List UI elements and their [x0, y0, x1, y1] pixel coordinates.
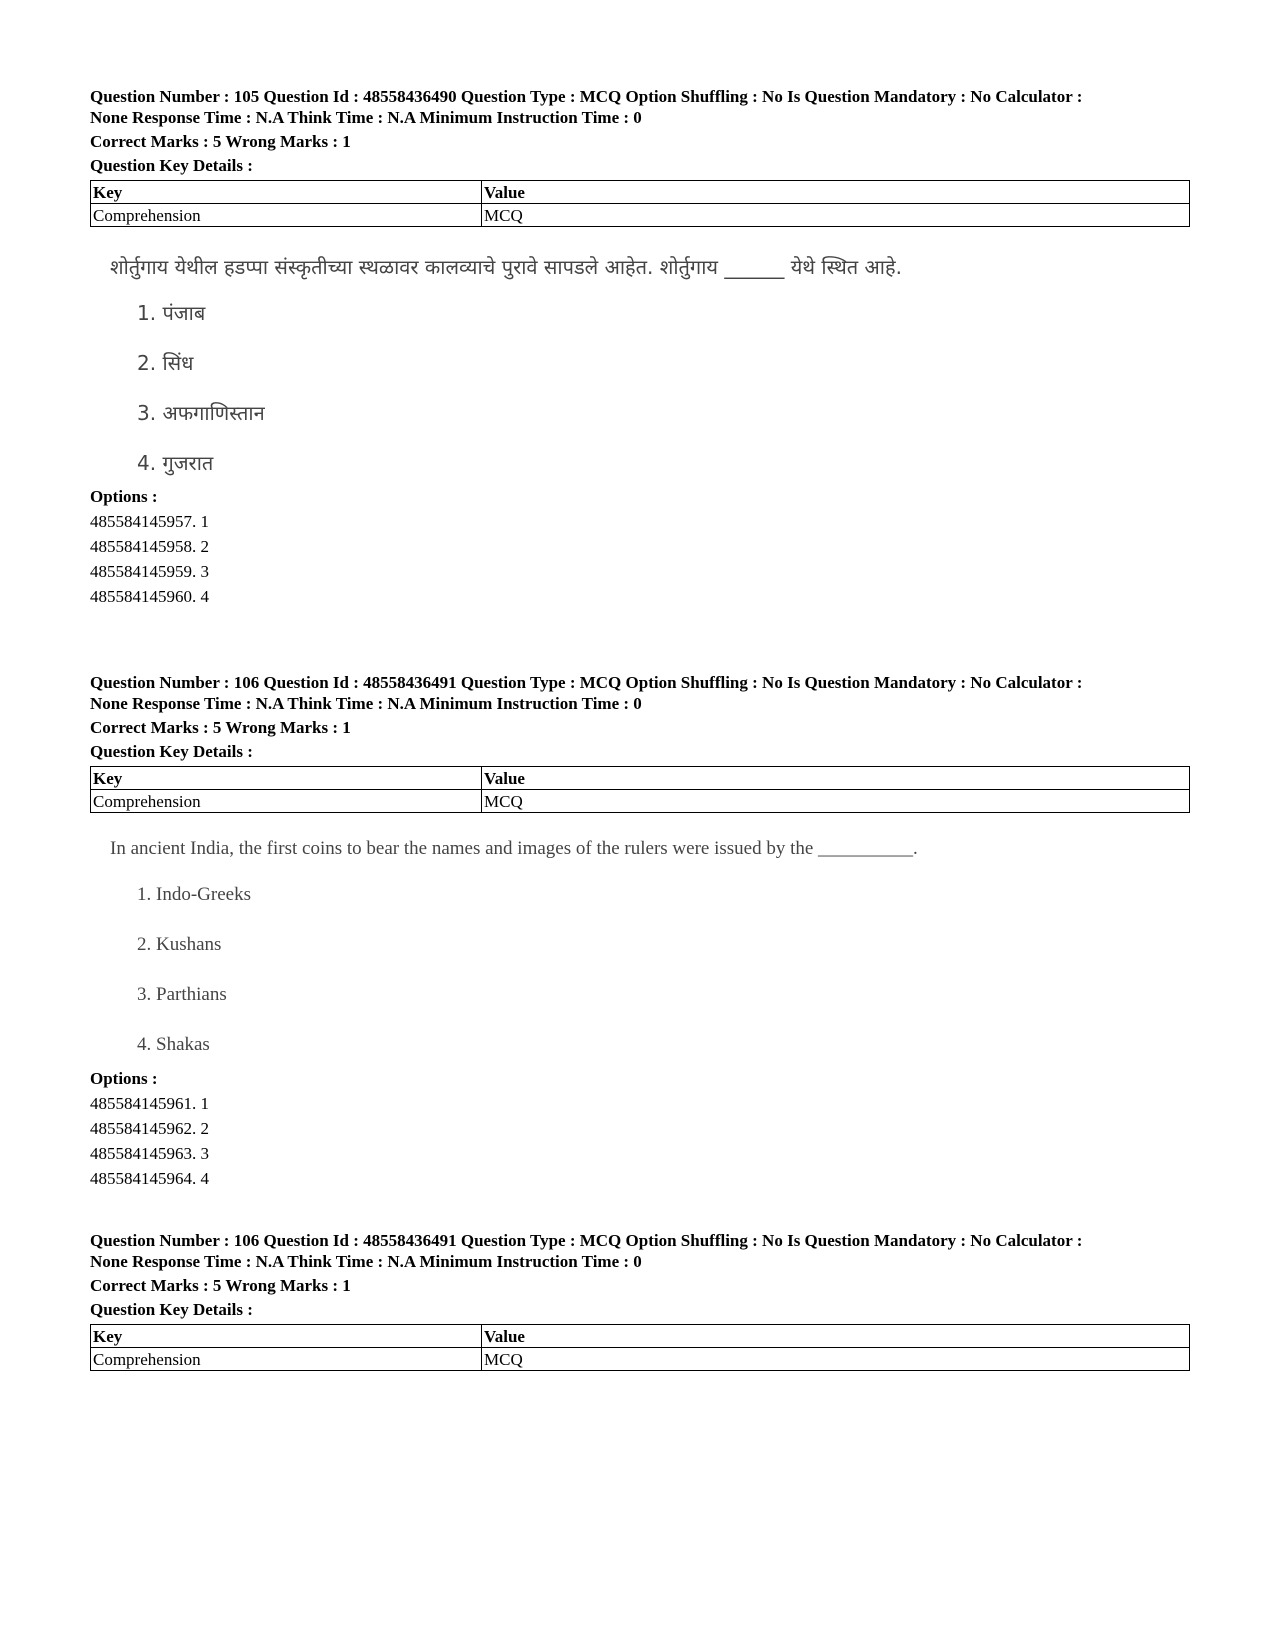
question-stem: In ancient India, the first coins to bear the names and images of the rulers were issued by the __________. [110, 838, 918, 859]
choice-4: 4. Shakas [137, 1034, 210, 1055]
question-block-105 [90, 86, 1190, 609]
question-key-details-label: Question Key Details : [90, 156, 253, 175]
key-table-row [91, 204, 1190, 227]
question-content [90, 255, 1190, 475]
options-label: Options : [90, 487, 158, 506]
choice-4: 4. गुजरात [137, 451, 214, 475]
option-id-4: 485584145964. 4 [90, 1169, 209, 1188]
key-cell: Comprehension [91, 204, 482, 227]
choice-1: 1. Indo-Greeks [137, 884, 251, 905]
choice-3: 3. अफगाणिस्तान [137, 401, 265, 425]
option-id-1: 485584145961. 1 [90, 1094, 209, 1113]
key-cell: Comprehension [91, 1348, 482, 1371]
option-id-1: 485584145957. 1 [90, 512, 209, 531]
option-id-3: 485584145963. 3 [90, 1144, 209, 1163]
question-key-table [90, 1324, 1190, 1371]
question-key-table [90, 180, 1190, 227]
value-header: Value [482, 767, 1190, 790]
value-header: Value [482, 181, 1190, 204]
value-header: Value [482, 1325, 1190, 1348]
question-meta-line2: None Response Time : N.A Think Time : N.A Minimum Instruction Time : 0 [90, 1252, 642, 1271]
key-table-header-row [91, 181, 1190, 204]
option-id-4: 485584145960. 4 [90, 587, 209, 606]
question-meta-line1: Question Number : 105 Question Id : 48558436490 Question Type : MCQ Option Shuffling : No Is Question Mandatory : No Calculator : [90, 87, 1083, 106]
question-key-details-label: Question Key Details : [90, 742, 253, 761]
question-meta-line2: None Response Time : N.A Think Time : N.A Minimum Instruction Time : 0 [90, 108, 642, 127]
key-table-row [91, 790, 1190, 813]
question-marks: Correct Marks : 5 Wrong Marks : 1 [90, 1276, 351, 1295]
question-key-details-label: Question Key Details : [90, 1300, 253, 1319]
question-block-106-repeat [90, 1230, 1190, 1371]
key-table-row [91, 1348, 1190, 1371]
question-block-106 [90, 672, 1190, 1191]
value-cell: MCQ [482, 1348, 1190, 1371]
option-id-2: 485584145962. 2 [90, 1119, 209, 1138]
options-label: Options : [90, 1069, 158, 1088]
question-stem: शोर्तुगाय येथील हडप्पा संस्कृतीच्या स्थळावर कालव्याचे पुरावे सापडले आहेत. शोर्तुगाय ______ येथे स्थित आहे. [110, 255, 902, 279]
question-meta-line1: Question Number : 106 Question Id : 48558436491 Question Type : MCQ Option Shuffling : No Is Question Mandatory : No Calculator : [90, 673, 1083, 692]
key-cell: Comprehension [91, 790, 482, 813]
question-marks: Correct Marks : 5 Wrong Marks : 1 [90, 132, 351, 151]
value-cell: MCQ [482, 204, 1190, 227]
choice-2: 2. सिंध [137, 351, 194, 375]
question-content [90, 837, 1190, 1057]
key-table-header-row [91, 1325, 1190, 1348]
question-meta-line1: Question Number : 106 Question Id : 48558436491 Question Type : MCQ Option Shuffling : No Is Question Mandatory : No Calculator : [90, 1231, 1083, 1250]
key-header: Key [91, 1325, 482, 1348]
key-table-header-row [91, 767, 1190, 790]
choice-2: 2. Kushans [137, 934, 222, 955]
question-key-table [90, 766, 1190, 813]
choice-1: 1. पंजाब [137, 301, 206, 325]
key-header: Key [91, 767, 482, 790]
value-cell: MCQ [482, 790, 1190, 813]
question-meta-line2: None Response Time : N.A Think Time : N.A Minimum Instruction Time : 0 [90, 694, 642, 713]
question-marks: Correct Marks : 5 Wrong Marks : 1 [90, 718, 351, 737]
key-header: Key [91, 181, 482, 204]
option-id-2: 485584145958. 2 [90, 537, 209, 556]
choice-3: 3. Parthians [137, 984, 227, 1005]
option-id-3: 485584145959. 3 [90, 562, 209, 581]
